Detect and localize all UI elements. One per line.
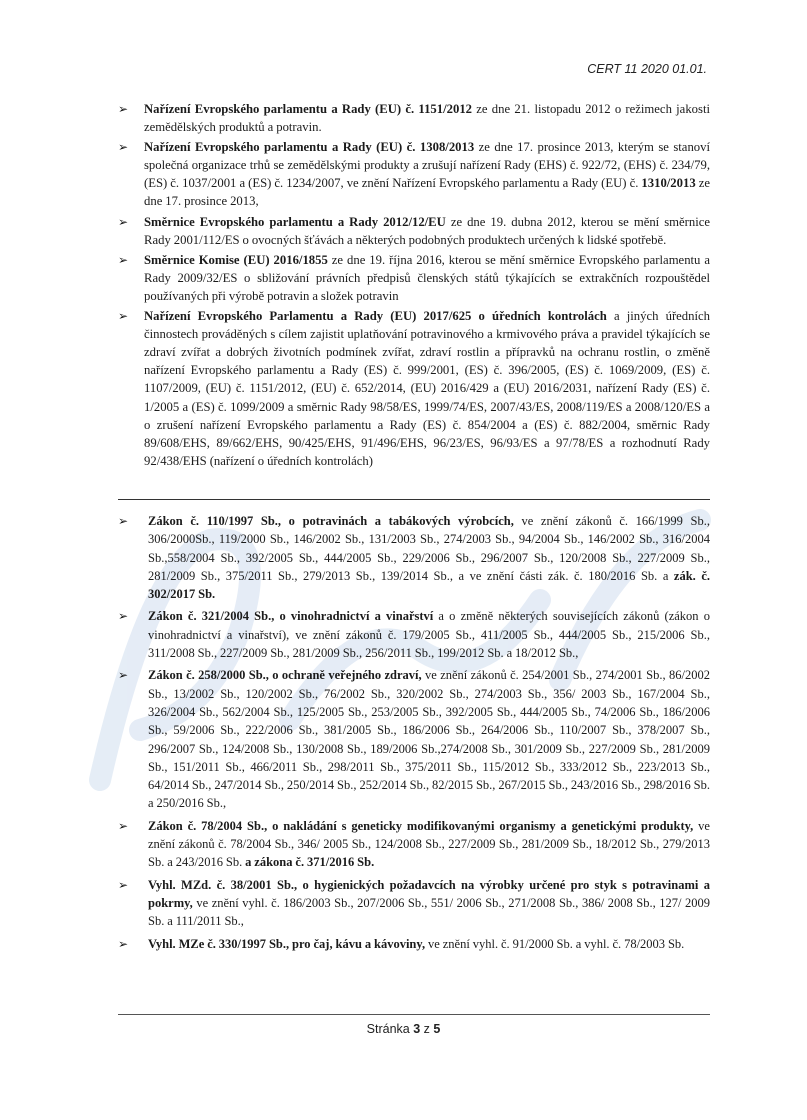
arrow-bullet-icon: ➢ <box>118 877 129 892</box>
national-laws-list <box>118 512 710 957</box>
total-pages: 5 <box>433 1022 441 1036</box>
list-item-text <box>148 876 710 931</box>
arrow-bullet-icon: ➢ <box>118 309 129 324</box>
list-item-title: Nařízení Evropského parlamentu a Rady (EU) č. 1151/2012 <box>144 102 473 116</box>
list-item-emphasis: zák. č. 302/2017 Sb. <box>148 568 710 602</box>
list-item-title: Nařízení Evropského Parlamentu a Rady (EU) 2017/625 o úředních kontrolách <box>144 309 607 324</box>
page-separator: z <box>420 1022 434 1036</box>
list-item-body: ve znění zákonů č. 78/2004 Sb., 346/ 2005 Sb., 124/2008 Sb., 227/2009 Sb., 281/2009 Sb., 18/2012 Sb., 279/2013 Sb. a 243/2016 Sb. <box>148 818 710 870</box>
list-item-body: ve znění vyhl. č. 91/2000 Sb. a vyhl. č. 78/2003 Sb. <box>425 936 685 951</box>
list-item <box>118 876 710 931</box>
list-item-text <box>148 512 710 603</box>
list-item <box>118 307 710 470</box>
list-item-body: ze dne 17. prosince 2013, kterým se stanoví společná organizace trhů se zemědělskými produkty a zrušují nařízení Rady (EHS) č. 922/72, (EHS) č. 234/79, (ES) č. 1037/2001 a (ES) č. 1234/2007, ve znění Nařízení Evropského parlamentu a Rady (EU) č. <box>144 140 710 191</box>
list-item-title: Zákon č. 258/2000 Sb., o ochraně veřejného zdraví, <box>148 668 422 683</box>
list-item-body: a o změně některých souvisejících zákonů (zákon o vinohradnictví a vinařství), ve znění zákonů č. 179/2005 Sb., 411/2005 Sb., 444/2005 Sb., 215/2006 Sb., 311/2008 Sb., 227/2009 Sb., 281/2009 Sb., 256/2011 Sb., 199/2012 Sb. a 18/2012 Sb., <box>148 609 710 661</box>
list-item-body: ze dne 21. listopadu 2012 o režimech jakosti zemědělských produktů a potravin. <box>144 102 710 135</box>
arrow-bullet-icon: ➢ <box>118 609 129 624</box>
eu-regulations-list <box>118 100 710 472</box>
list-item <box>118 817 710 872</box>
list-item-body: ze dne 19. října 2016, kterou se mění směrnice Evropského parlamentu a Rady 2009/32/ES o sbližování právních předpisů členských států týkajících se extrakčních rozpouštědel používaných při výrobě potravin a složek potravin <box>144 252 710 303</box>
page-label: Stránka <box>366 1022 414 1036</box>
list-item-text <box>148 607 710 662</box>
arrow-bullet-icon: ➢ <box>118 140 129 155</box>
list-item <box>118 935 710 953</box>
list-item-text <box>144 251 710 305</box>
list-item-text <box>144 138 710 210</box>
document-code: CERT 11 2020 01.01. <box>587 62 707 76</box>
list-item-text <box>148 666 710 812</box>
list-item-title: Zákon č. 321/2004 Sb., o vinohradnictví a vinařství <box>148 609 434 624</box>
list-item <box>118 213 710 249</box>
list-item-body: ve znění zákonů č. 166/1999 Sb., 306/2000Sb., 119/2000 Sb., 146/2002 Sb., 131/2003 Sb., 274/2003 Sb., 94/2004 Sb., 146/2002 Sb., 316/2004 Sb.,558/2004 Sb., 392/2005 Sb., 444/2005 Sb., 229/2006 Sb., 296/2007 Sb., 120/2008 Sb., 227/2009 Sb., 281/2009 Sb., 375/2011 Sb., 279/2013 Sb., 139/2014 Sb., a ve znění části zák. č. 180/2016 Sb. a <box>148 514 710 583</box>
list-item <box>118 607 710 662</box>
list-item-title: Vyhl. MZd. č. 38/2001 Sb., o hygienických požadavcích na výrobky určené pro styk s potravinami a pokrmy, <box>148 877 710 910</box>
arrow-bullet-icon: ➢ <box>118 252 129 267</box>
list-item-body: a jiných úředních činnostech prováděných s cílem zajistit uplatňování potravinového a krmivového práva a pravidel týkajících se zdraví zvířat a dobrých životních podmínek zvířat, zdraví rostlin a přípravků na ochranu rostlin, o změně nařízení Evropského parlamentu a Rady (ES) č. 999/2001, (ES) č. 396/2005, (ES) č. 1069/2009, (ES) č. 1107/2009, (EU) č. 1151/2012, (EU) č. 652/2014, (EU) 2016/429 a (EU) 2016/2031, nařízení Rady (ES) č. 1/2005 a (ES) č. 1099/2009 a směrnic Rady 98/58/ES, 1999/74/ES, 2007/43/ES, 2008/119/ES a 2008/120/ES a o zrušení nařízení Evropského parlamentu a Rady (ES) č. 854/2004 a (ES) č. 882/2004, směrnic Rady 89/608/EHS, 89/662/EHS, 90/425/EHS, 91/496/EHS, 96/23/ES, 96/93/ES a 97/78/ES a rozhodnutí Rady 92/438/EHS (nařízení o úředních kontrolách) <box>144 309 710 468</box>
list-item-text <box>144 100 710 136</box>
list-item <box>118 251 710 305</box>
list-item-title: Nařízení Evropského parlamentu a Rady (EU) č. 1308/2013 <box>144 140 475 155</box>
arrow-bullet-icon: ➢ <box>118 936 129 951</box>
arrow-bullet-icon: ➢ <box>118 514 129 528</box>
list-item-emphasis: 1310/2013 <box>641 176 696 191</box>
arrow-bullet-icon: ➢ <box>118 818 129 833</box>
list-item-title: Zákon č. 110/1997 Sb., o potravinách a tabákových výrobcích, <box>148 514 514 528</box>
page-number <box>0 1022 807 1036</box>
list-item-text <box>144 307 710 470</box>
list-item-text <box>148 935 710 953</box>
arrow-bullet-icon: ➢ <box>118 214 129 229</box>
list-item-title: Směrnice Evropského parlamentu a Rady 2012/12/EU <box>144 214 446 229</box>
arrow-bullet-icon: ➢ <box>118 102 129 116</box>
list-item-body: ze dne 19. dubna 2012, kterou se mění směrnice Rady 2001/112/ES o ovocných šťávách a některých podobných produktech určených k lidské spotřebě. <box>144 214 710 247</box>
list-item <box>118 512 710 603</box>
list-item-text <box>144 213 710 249</box>
list-item-body: ze dne 17. prosince 2013, <box>144 176 710 209</box>
current-page: 3 <box>413 1022 421 1036</box>
list-item <box>118 100 710 136</box>
list-item <box>118 138 710 210</box>
list-item-emphasis: a zákona č. 371/2016 Sb. <box>245 855 375 870</box>
list-item-body: ve znění zákonů č. 254/2001 Sb., 274/2001 Sb., 86/2002 Sb., 13/2002 Sb., 120/2002 Sb., 76/2002 Sb., 320/2002 Sb., 274/2003 Sb., 356/ 2003 Sb., 167/2004 Sb., 326/2004 Sb., 562/2004 Sb., 125/2005 Sb., 253/2005 Sb., 392/2005 Sb., 444/2005 Sb., 74/2006 Sb., 186/2006 Sb., 59/2006 Sb., 222/2006 Sb., 381/2005 Sb., 186/2006 Sb., 264/2006 Sb., 110/2007 Sb., 378/2007 Sb., 296/2007 Sb., 124/2008 Sb., 130/2008 Sb., 189/2006 Sb.,274/2008 Sb., 301/2009 Sb., 227/2009 Sb., 281/2009 Sb., 151/2011 Sb., 466/2011 Sb., 298/2011 Sb., 375/2011 Sb., 115/2012 Sb., 333/2012 Sb., 223/2013 Sb., 64/2014 Sb., 247/2014 Sb., 250/2014 Sb., 252/2014 Sb., 82/2015 Sb., 267/2015 Sb., 243/2016 Sb., 298/2016 Sb. a 250/2016 Sb., <box>148 668 710 811</box>
list-item-title: Zákon č. 78/2004 Sb., o nakládání s geneticky modifikovanými organismy a genetickými produkty, <box>148 818 694 833</box>
list-item-text <box>148 817 710 872</box>
list-item-body: ve znění vyhl. č. 186/2003 Sb., 207/2006 Sb., 551/ 2006 Sb., 271/2008 Sb., 386/ 2008 Sb., 127/ 2009 Sb. a 111/2011 Sb., <box>148 895 710 929</box>
list-item <box>118 666 710 812</box>
list-item-title: Vyhl. MZe č. 330/1997 Sb., pro čaj, kávu a kávoviny, <box>148 936 426 951</box>
footer-divider <box>118 1014 710 1015</box>
section-divider <box>118 499 710 500</box>
list-item-title: Směrnice Komise (EU) 2016/1855 <box>144 252 328 267</box>
arrow-bullet-icon: ➢ <box>118 668 129 683</box>
